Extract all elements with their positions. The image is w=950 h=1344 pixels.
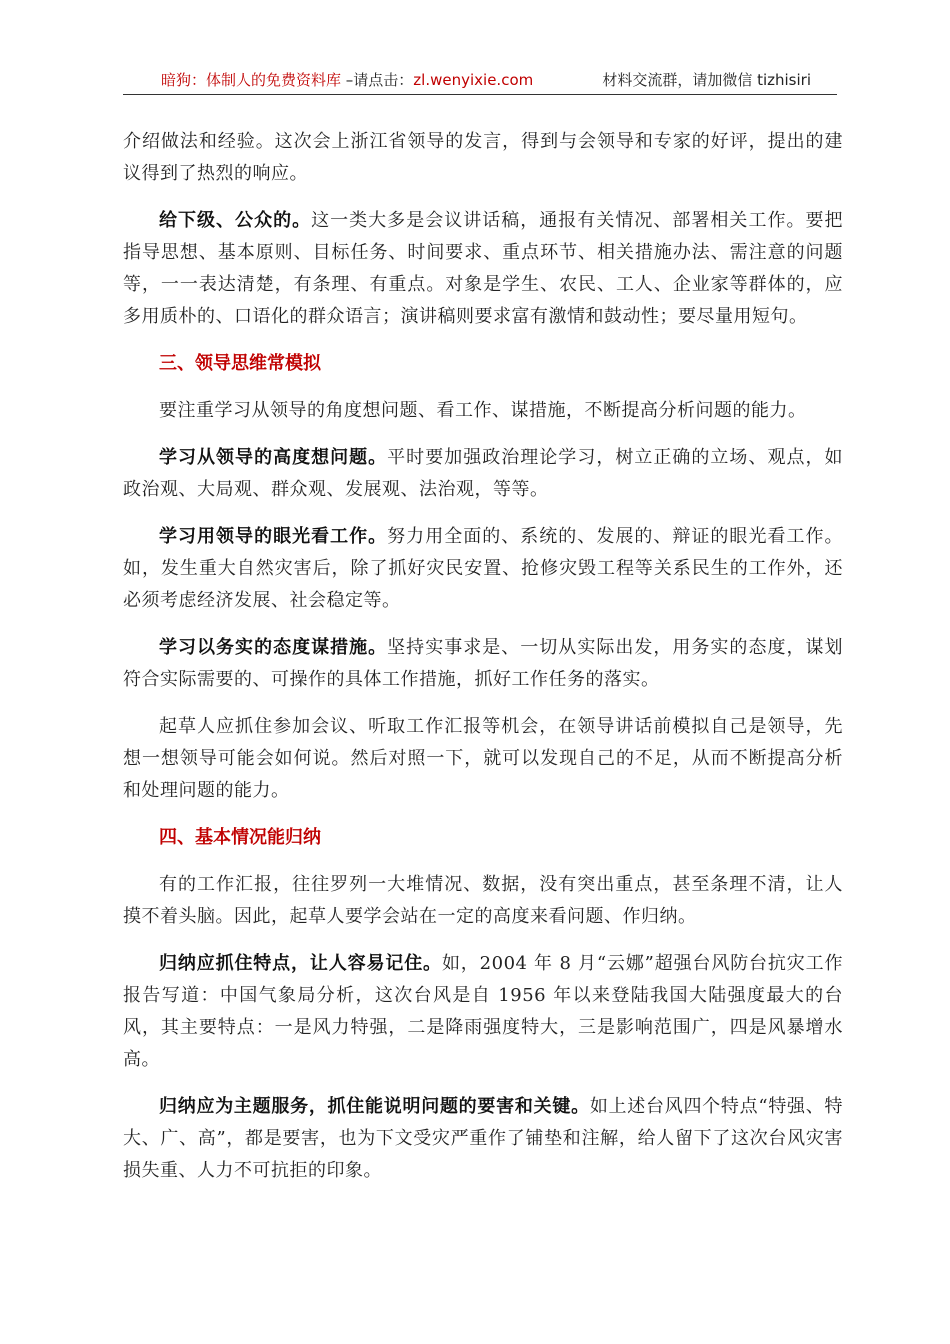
- paragraph: [123, 1091, 843, 1187]
- section-heading: 四、基本情况能归纳: [159, 827, 321, 848]
- paragraph-lead: 学习以务实的态度谋措施。: [159, 637, 388, 658]
- header-site-line: [161, 66, 533, 94]
- paragraph: [123, 632, 843, 696]
- paragraph: 有的工作汇报，往往罗列一大堆情况、数据，没有突出重点，甚至条理不清，让人摸不着头脑。因此，起草人要学会站在一定的高度来看问题、作归纳。: [123, 874, 843, 927]
- paragraph-text: 这一类大多是会议讲话稿，通报有关情况、部署相关工作。要把指导思想、基本原则、目标任务、时间要求、重点环节、相关措施办法、需注意的问题等，一一表达清楚，有条理、有重点。对象是学生、农民、工人、企业家等群体的，应多用质朴的、口语化的群众语言；演讲稿则要求富有激情和鼓动性；要尽量用短句。: [123, 210, 844, 327]
- paragraph-lead: 归纳应抓住特点，让人容易记住。: [159, 953, 442, 974]
- click-text: –请点击：: [341, 71, 414, 89]
- paragraph: 要注重学习从领导的角度想问题、看工作、谋措施，不断提高分析问题的能力。: [159, 400, 807, 421]
- paragraph: [123, 442, 843, 506]
- paragraph: 起草人应抓住参加会议、听取工作汇报等机会，在领导讲话前模拟自己是领导，先想一想领导可能会如何说。然后对照一下，就可以发现自己的不足，从而不断提高分析和处理问题的能力。: [123, 716, 843, 801]
- paragraph: [123, 948, 843, 1076]
- paragraph-text: 如上述台风四个特点“特强、特大、广、高”，都是要害，也为下文受灾严重作了铺垫和注解，给人留下了这次台风灾害损失重、人力不可抗拒的印象。: [123, 1096, 844, 1181]
- paragraph-text: 努力用全面的、系统的、发展的、辩证的眼光看工作。如，发生重大自然灾害后，除了抓好灾民安置、抢修灾毁工程等关系民生的工作外，还必须考虑经济发展、社会稳定等。: [123, 526, 843, 611]
- paragraph-lead: 给下级、公众的。: [159, 210, 312, 231]
- site-url-link[interactable]: zl.wenyixie.com: [413, 71, 534, 89]
- site-name: 暗狗：体制人的免费资料库: [161, 71, 342, 89]
- wechat-note: 材料交流群，请加微信 tizhisiri: [602, 71, 811, 89]
- paragraph-lead: 归纳应为主题服务，抓住能说明问题的要害和关键。: [159, 1096, 590, 1117]
- paragraph-text: 坚持实事求是、一切从实际出发，用务实的态度，谋划符合实际需要的、可操作的具体工作措施，抓好工作任务的落实。: [123, 637, 843, 690]
- paragraph-text: 如，2004 年 8 月“云娜”超强台风防台抗灾工作报告写道：中国气象局分析，这次台风是自 1956 年以来登陆我国大陆强度最大的台风，其主要特点：一是风力特强，二是降雨强度特大，三是影响范围广，四是风暴增水高。: [123, 953, 843, 1070]
- paragraph-lead: 学习用领导的眼光看工作。: [159, 526, 388, 547]
- paragraph-text: 平时要加强政治理论学习，树立正确的立场、观点，如政治观、大局观、群众观、发展观、法治观，等等。: [123, 447, 843, 500]
- page-header: [123, 66, 837, 95]
- paragraph: [123, 521, 843, 617]
- paragraph-lead: 学习从领导的高度想问题。: [159, 447, 388, 468]
- paragraph: [123, 205, 843, 333]
- paragraph: 介绍做法和经验。这次会上浙江省领导的发言，得到与会领导和专家的好评，提出的建议得到了热烈的响应。: [123, 131, 843, 184]
- section-heading: 三、领导思维常模拟: [159, 353, 321, 374]
- document-body: [123, 126, 843, 1202]
